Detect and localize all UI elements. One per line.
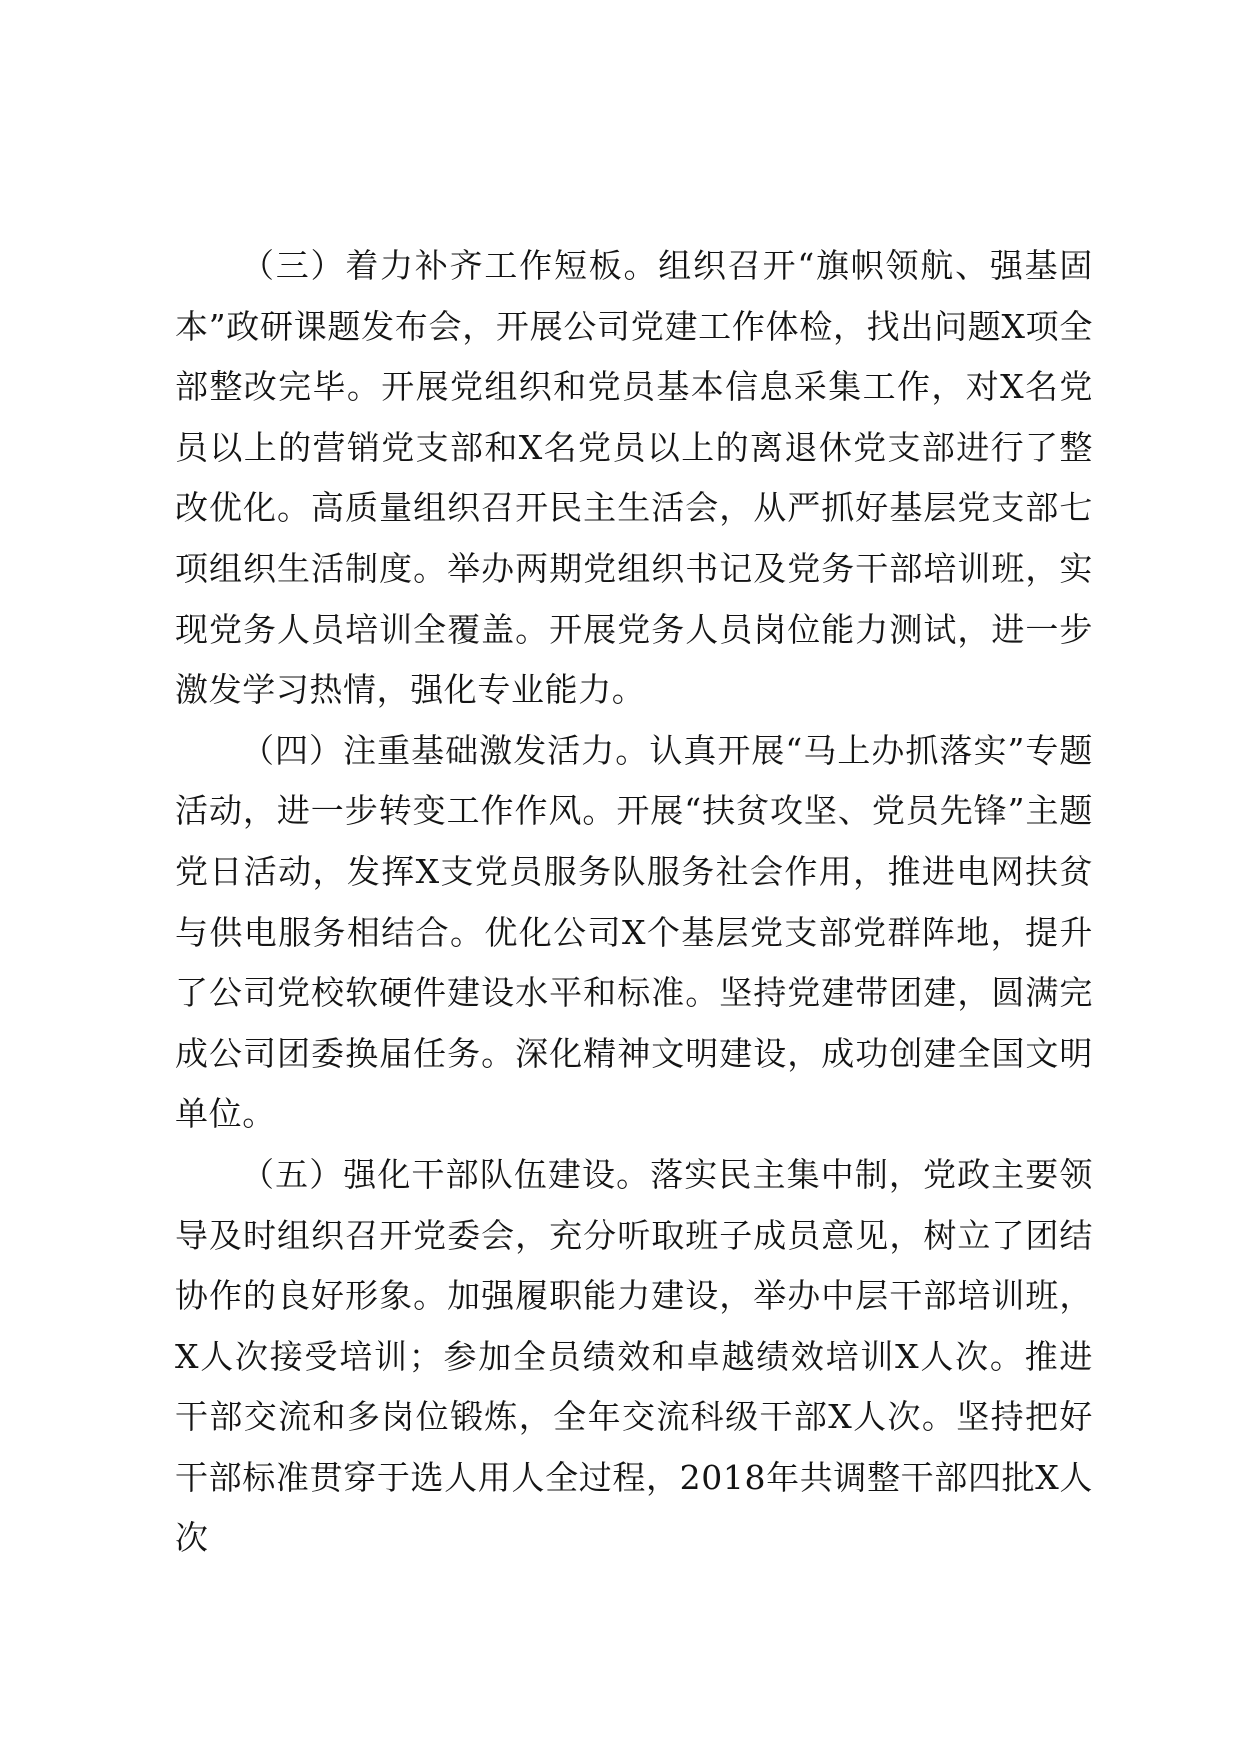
document-body — [175, 236, 1093, 1569]
paragraph-section-5: （五）强化干部队伍建设。落实民主集中制，党政主要领导及时组织召开党委会，充分听取班子成员意见，树立了团结协作的良好形象。加强履职能力建设，举办中层干部培训班，X人次接受培训；参加全员绩效和卓越绩效培训X人次。推进干部交流和多岗位锻炼，全年交流科级干部X人次。坚持把好干部标准贯穿于选人用人全过程，2018年共调整干部四批X人次 — [175, 1154, 1093, 1558]
paragraph-section-4: （四）注重基础激发活力。认真开展“马上办抓落实”专题活动，进一步转变工作作风。开展“扶贫攻坚、党员先锋”主题党日活动，发挥X支党员服务队服务社会作用，推进电网扶贫与供电服务相结合。优化公司X个基层党支部党群阵地，提升了公司党校软硬件建设水平和标准。坚持党建带团建，圆满完成公司团委换届任务。深化精神文明建设，成功创建全国文明单位。 — [175, 730, 1093, 1134]
paragraph-section-3: （三）着力补齐工作短板。组织召开“旗帜领航、强基固本”政研课题发布会，开展公司党建工作体检，找出问题X项全部整改完毕。开展党组织和党员基本信息采集工作，对X名党员以上的营销党支部和X名党员以上的离退休党支部进行了整改优化。高质量组织召开民主生活会，从严抓好基层党支部七项组织生活制度。举办两期党组织书记及党务干部培训班，实现党务人员培训全覆盖。开展党务人员岗位能力测试，进一步激发学习热情，强化专业能力。 — [175, 246, 1093, 710]
